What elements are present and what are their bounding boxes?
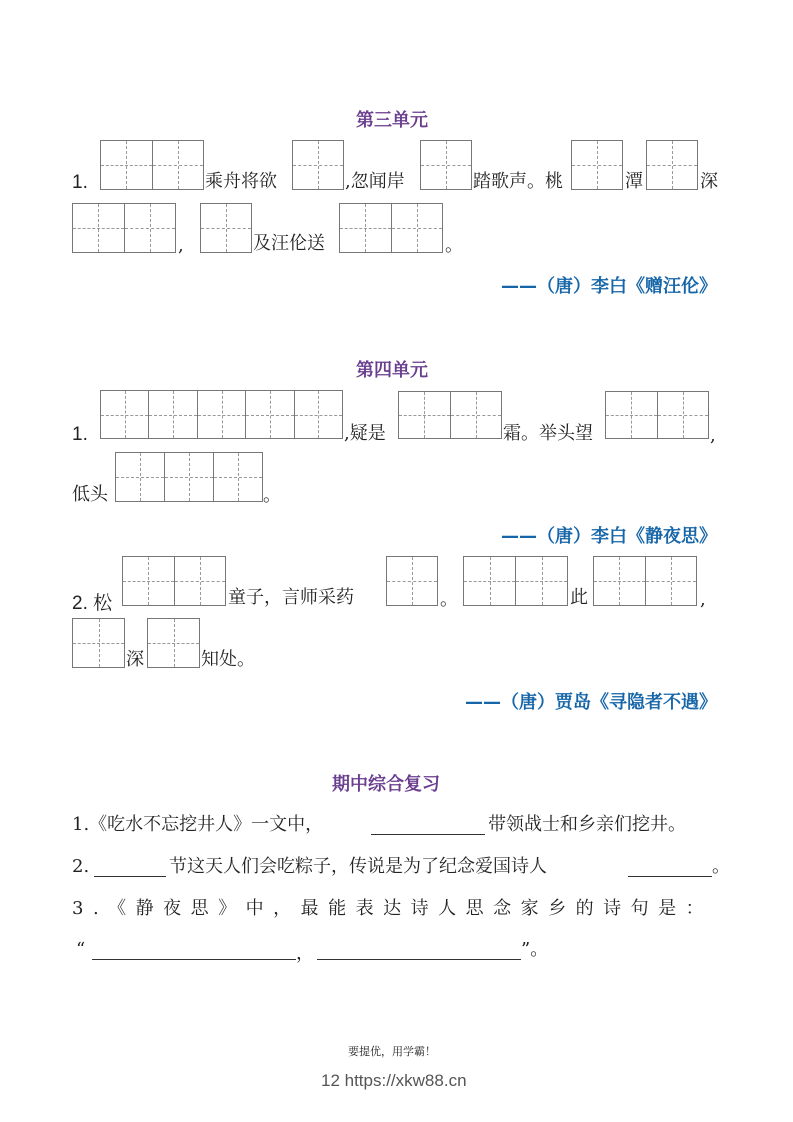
open-quote: “ <box>76 939 86 960</box>
answer-grid-1[interactable] <box>571 140 623 190</box>
text: ,忽闻岸 <box>345 171 405 192</box>
unit3-heading: 第三单元 <box>356 110 428 131</box>
text: 深 <box>126 649 144 670</box>
answer-grid-1[interactable] <box>200 203 252 253</box>
text: 霜。举头望 <box>503 423 593 444</box>
answer-grid-2[interactable] <box>72 203 176 253</box>
answer-grid-1[interactable] <box>72 618 125 668</box>
answer-grid-1[interactable] <box>420 140 472 190</box>
text: ,疑是 <box>344 423 386 444</box>
question-2-text: 节这天人们会吃粽子，传说是为了纪念爱国诗人 <box>169 856 547 877</box>
comma: ， <box>296 943 314 964</box>
answer-grid-3[interactable] <box>115 452 263 502</box>
text: , <box>700 589 706 610</box>
question-1-prefix: 1.《吃水不忘挖井人》一文中， <box>72 814 324 835</box>
footer-slogan: 要提优，用学霸！ <box>348 1045 436 1058</box>
answer-grid-1[interactable] <box>386 556 438 606</box>
text: 知处。 <box>201 649 255 670</box>
text: 。 <box>445 235 463 256</box>
answer-grid-2[interactable] <box>463 556 568 606</box>
question-2-suffix: 。 <box>712 856 730 877</box>
author-attribution: ——（唐）李白《静夜思》 <box>501 526 717 547</box>
question-3-text: 3.《静夜思》中，最能表达诗人思念家乡的诗句是： <box>72 898 714 919</box>
text: 此 <box>570 587 588 608</box>
text: 乘舟将欲 <box>205 171 277 192</box>
answer-grid-1[interactable] <box>147 618 200 668</box>
text: 。 <box>440 589 458 610</box>
answer-grid-2[interactable] <box>100 140 204 190</box>
answer-grid-2[interactable] <box>398 391 502 439</box>
text: 及汪伦送 <box>253 233 325 254</box>
answer-grid-2[interactable] <box>122 556 226 606</box>
text: 童子，言师采药 <box>228 587 354 608</box>
answer-grid-2[interactable] <box>605 391 709 439</box>
answer-blank[interactable] <box>371 834 485 835</box>
q-number: 1. <box>72 424 88 445</box>
answer-grid-5[interactable] <box>100 390 343 439</box>
close-quote: ”。 <box>521 939 549 960</box>
answer-blank[interactable] <box>92 959 296 960</box>
question-2-prefix: 2. <box>72 856 90 877</box>
answer-blank[interactable] <box>317 959 521 960</box>
answer-grid-1[interactable] <box>646 140 698 190</box>
midterm-heading: 期中综合复习 <box>332 774 440 795</box>
author-attribution: ——（唐）李白《赠汪伦》 <box>501 276 717 297</box>
text: , <box>710 425 716 446</box>
unit4-heading: 第四单元 <box>356 360 428 381</box>
text: 潭 <box>625 171 643 192</box>
question-1-suffix: 带领战士和乡亲们挖井。 <box>488 814 686 835</box>
q-number: 1. <box>72 172 88 193</box>
answer-blank[interactable] <box>94 876 166 877</box>
footer-page-url: 12 https://xkw88.cn <box>321 1071 467 1090</box>
text: 深 <box>700 171 718 192</box>
author-attribution: ——（唐）贾岛《寻隐者不遇》 <box>465 692 717 713</box>
text: 低头 <box>72 484 108 505</box>
answer-grid-2[interactable] <box>339 203 443 253</box>
answer-blank[interactable] <box>628 876 712 877</box>
answer-grid-2[interactable] <box>593 556 697 606</box>
q-number: 2. 松 <box>72 593 113 614</box>
answer-grid-1[interactable] <box>292 140 344 190</box>
text: , <box>178 235 184 256</box>
text: 踏歌声。桃 <box>473 171 563 192</box>
text: 。 <box>263 485 281 506</box>
